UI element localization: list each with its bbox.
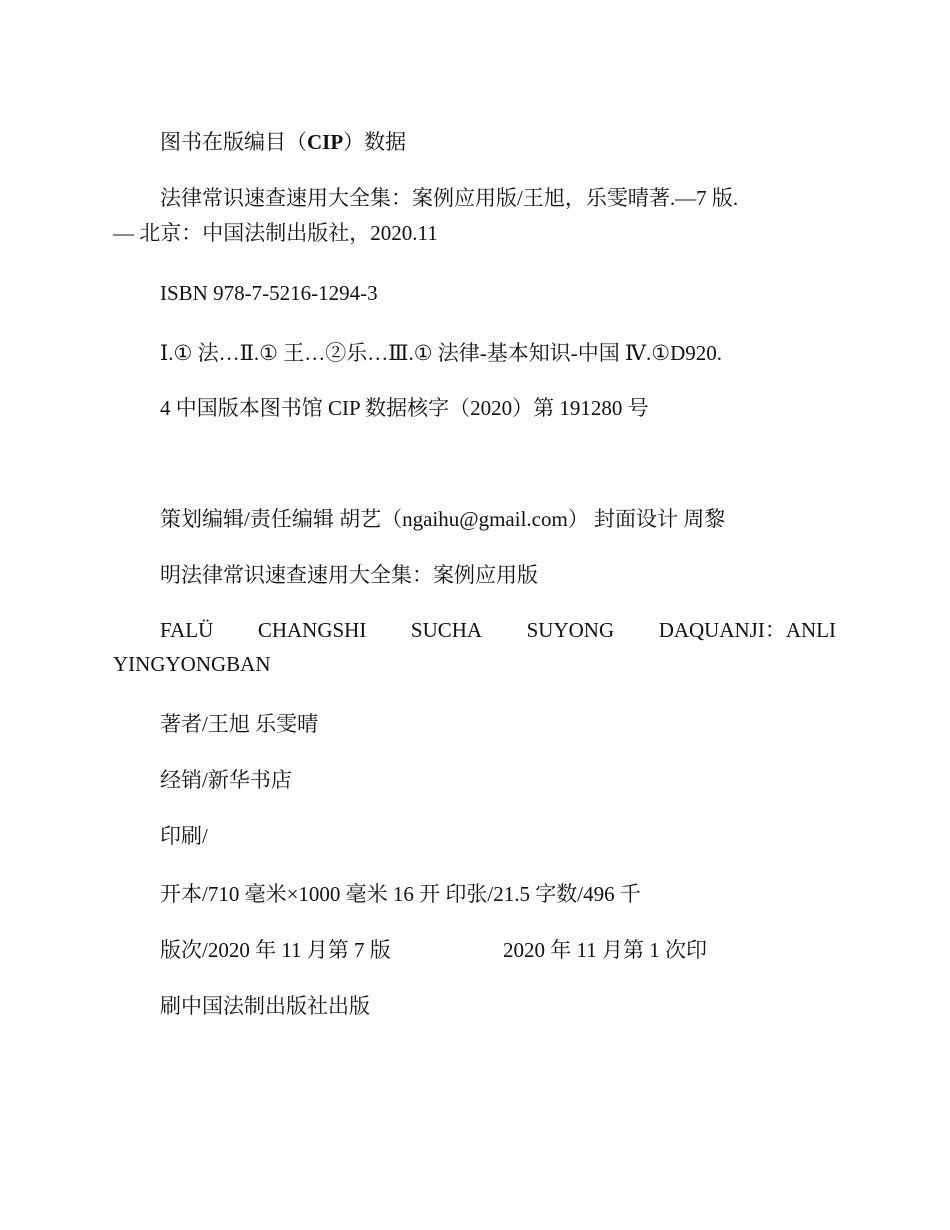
cip-heading (160, 132, 406, 153)
publisher: 刷中国法制出版社出版 (160, 994, 370, 1018)
format-specs: 开本/710 毫米×1000 毫米 16 开 印张/21.5 字数/496 千 (160, 882, 641, 906)
classification: Ⅰ.① 法…Ⅱ.① 王…②乐…Ⅲ.① 法律-基本知识-中国 Ⅳ.①D920. (160, 341, 723, 365)
book-title: 明法律常识速查速用大全集：案例应用版 (160, 563, 538, 587)
pinyin-word: CHANGSHI (257, 618, 367, 642)
pinyin-title-line2: YINGYONGBAN (113, 652, 271, 676)
cip-heading-bold: CIP (307, 130, 344, 154)
cip-title-line1: 法律常识速查速用大全集：案例应用版/王旭，乐雯晴著.—7 版. (160, 186, 739, 210)
authors: 著者/王旭 乐雯晴 (160, 712, 319, 736)
pinyin-title-line1 (160, 620, 836, 641)
pinyin-word: FALÜ (160, 618, 214, 642)
printing: 2020 年 11 月第 1 次印 (503, 938, 707, 962)
cip-number: 4 中国版本图书馆 CIP 数据核字（2020）第 191280 号 (160, 396, 649, 420)
isbn: ISBN 978-7-5216-1294-3 (160, 281, 378, 305)
editors-line: 策划编辑/责任编辑 胡艺（ngaihu@gmail.com） 封面设计 周黎 (160, 507, 726, 531)
cip-title-line2: — 北京：中国法制出版社，2020.11 (113, 221, 438, 245)
edition: 版次/2020 年 11 月第 7 版 (160, 938, 391, 962)
distributor: 经销/新华书店 (160, 768, 292, 792)
cip-heading-prefix: 图书在版编目（ (160, 130, 307, 154)
pinyin-word: DAQUANJI：ANLI (658, 618, 836, 642)
cip-heading-suffix: ）数据 (343, 130, 407, 154)
pinyin-word: SUCHA (410, 618, 483, 642)
printer: 印刷/ (160, 824, 208, 848)
pinyin-word: SUYONG (526, 618, 615, 642)
